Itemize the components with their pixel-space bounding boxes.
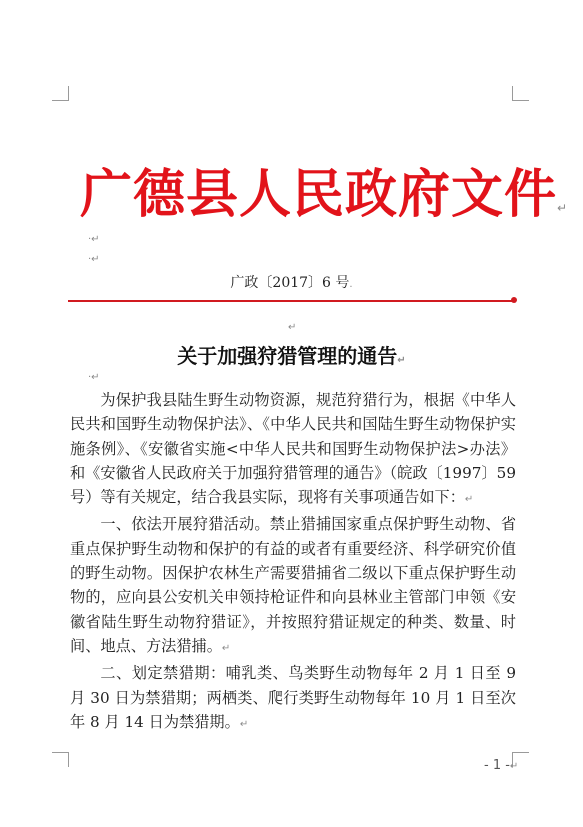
notice-title-text: 关于加强狩猎管理的通告 [177,344,398,368]
page-number [484,758,518,773]
crop-mark-top-left [52,86,69,101]
body-paragraph: 为保护我县陆生野生动物资源，规范狩猎行为，根据《中华人民共和国野生动物保护法》、《中华人民共和国陆生野生动物保护实施条例》、《安徽省实施<中华人民共和国野生动物保护法>办法》和《安徽省人民政府关于加强狩猎管理的通告》（皖政〔1997〕59 号）等有关规定，结合我县实际，现将有关事项通告如下：↵ [70,391,516,507]
paragraph-mark-icon: ↵ [288,322,297,333]
paragraph-mark-icon: ↵ [464,494,474,506]
doc-number-text: 广政〔2017〕6 号 [230,275,350,291]
body-paragraph: 一、依法开展狩猎活动。禁止猎捕国家重点保护野生动物、省重点保护野生动物和保护的有益的或者有重要经济、科学研究价值的野生动物。因保护农林生产需要猎捕省二级以下重点保护野生动物的，应向县公安机关申领持枪证件和向县林业主管部门申领《安徽省陆生野生动物狩猎证》，并按照狩猎证规定的种类、数量、时间、地点、方法猎捕。↵ [70,515,516,655]
doc-number [0,272,583,292]
paragraph-mark-icon: ·↵ [88,234,100,245]
page-number-text: - 1 - [484,758,510,773]
crop-mark-bottom-left [52,752,69,767]
paragraph-mark-icon: ↵ [509,761,519,772]
paragraph-mark-icon: ·↵ [88,372,100,383]
document-header [80,162,568,241]
red-line-end-dot [511,297,517,303]
paragraph-mark-icon: ↵ [221,642,231,654]
paragraph-mark-icon: . [349,279,353,290]
crop-mark-top-right [512,86,529,101]
paragraph-mark-icon: ↵ [557,201,569,215]
paragraph-mark-icon: ·↵ [88,254,100,265]
red-separator-line [68,300,515,302]
paragraph-mark-icon: ↵ [397,355,406,366]
notice-body [70,388,516,737]
body-paragraph: 二、划定禁猎期：哺乳类、鸟类野生动物每年 2 月 1 日至 9 月 30 日为禁猎期；两栖类、爬行类野生动物每年 10 月 1 日至次年 8 月 14 日为禁猎期。↵ [70,664,516,731]
notice-title [0,340,583,369]
paragraph-mark-icon: ↵ [239,718,249,730]
header-title-text: 广德县人民政府文件 [80,164,558,225]
